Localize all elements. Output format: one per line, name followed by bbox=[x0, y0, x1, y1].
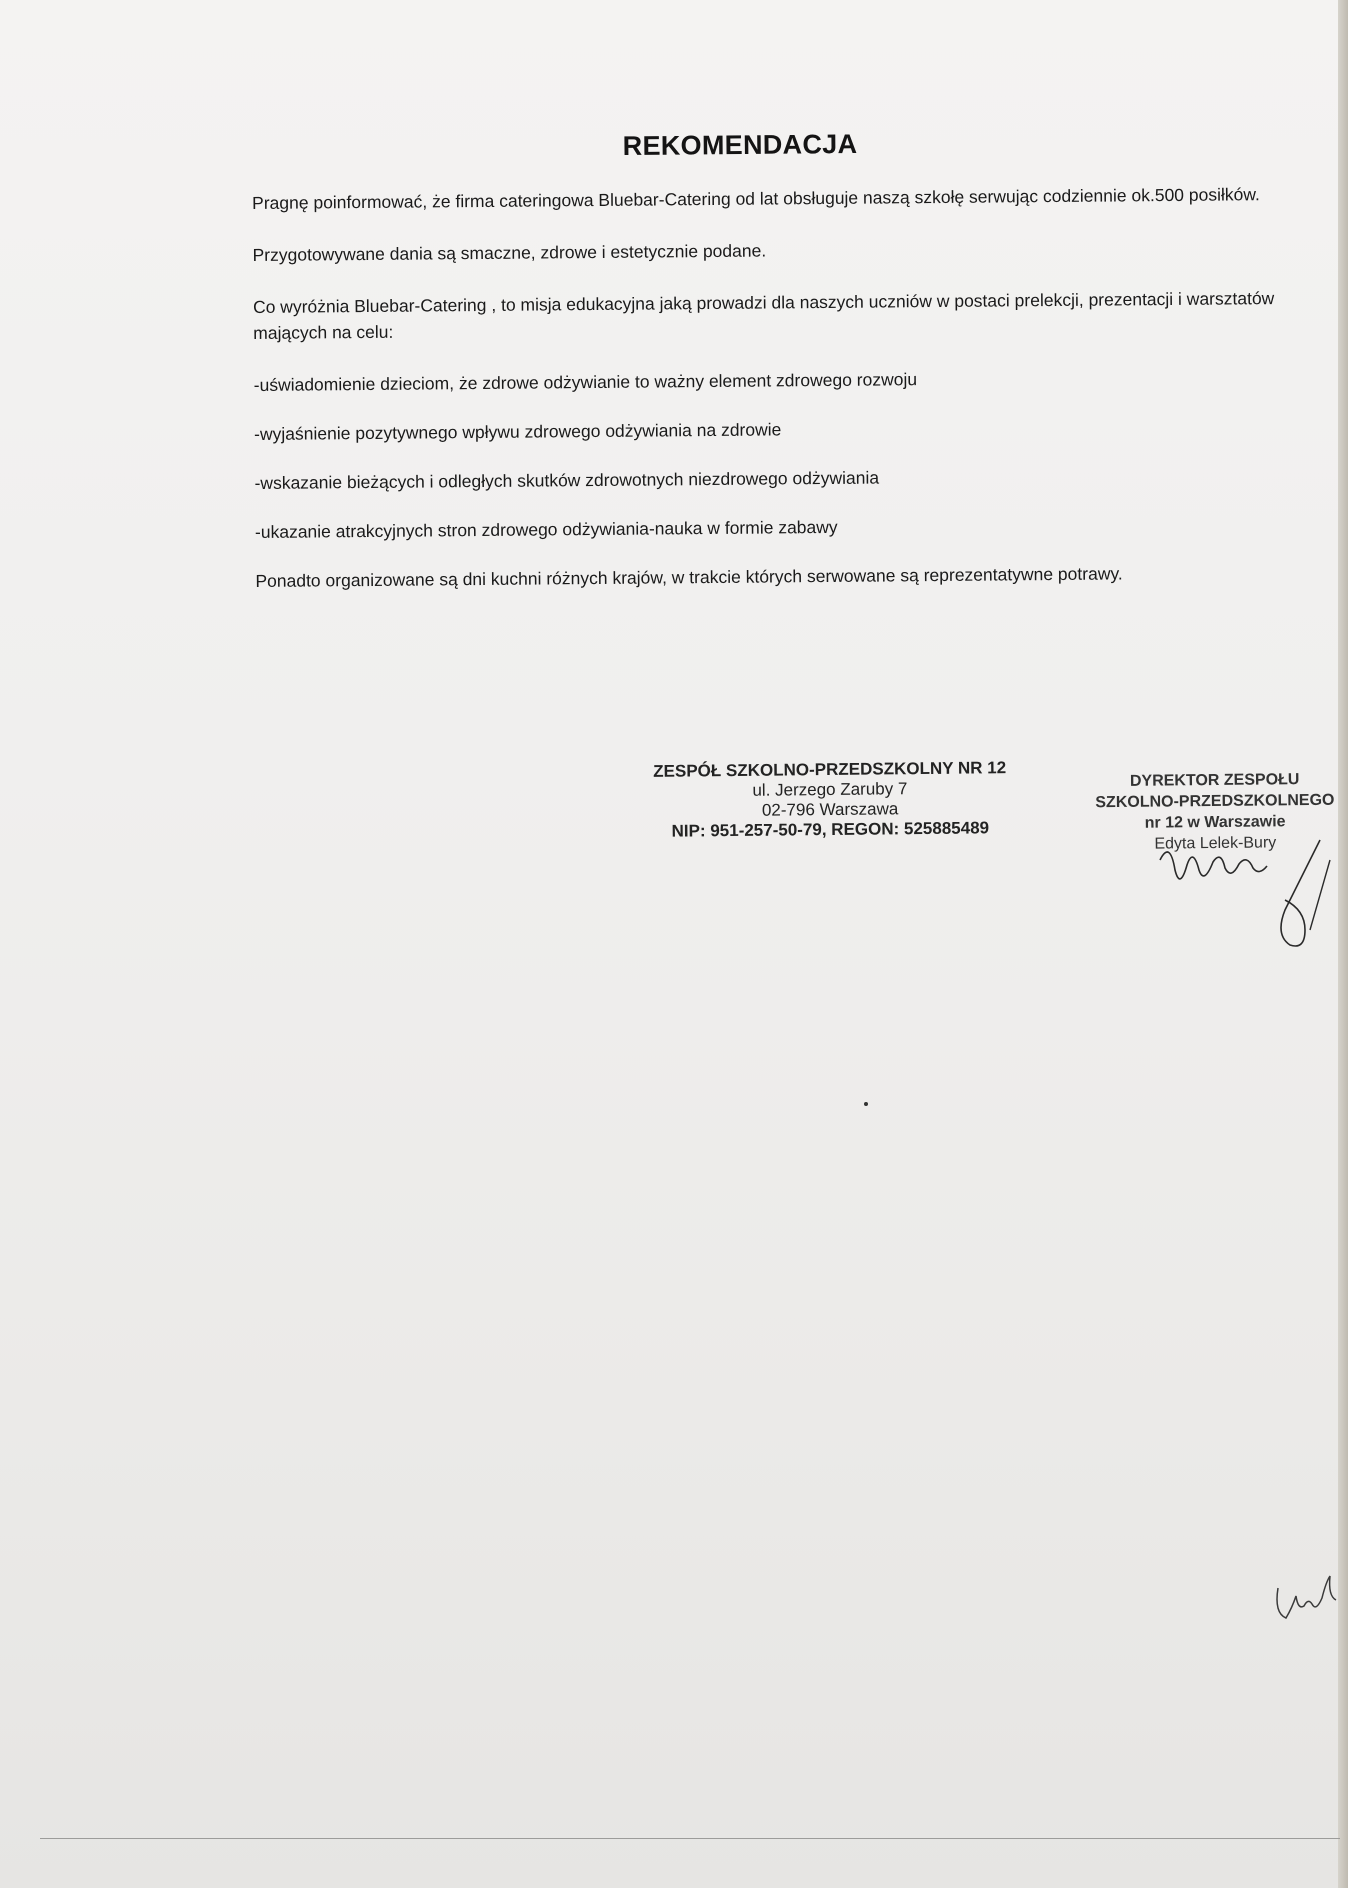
school-stamp bbox=[640, 758, 1021, 842]
director-name: Edyta Lelek-Bury bbox=[1154, 834, 1277, 853]
table-edge-line bbox=[40, 1838, 1340, 1839]
document-body bbox=[252, 181, 1316, 620]
list-item: -wskazanie bieżących i odległych skutków zdrowotnych niezdrowego odżywiania bbox=[254, 467, 880, 493]
school-street: ul. Jerzego Zaruby 7 bbox=[752, 779, 908, 800]
paragraph-closing: Ponadto organizowane są dni kuchni różnych krajów, w trakcie których serwowane są reprezentatywne potrawy. bbox=[255, 563, 1123, 591]
document-title: REKOMENDACJA bbox=[622, 128, 858, 162]
list-item: -ukazanie atrakcyjnych stron zdrowego odżywiania-nauka w formie zabawy bbox=[254, 516, 838, 542]
handwritten-initials bbox=[1270, 1570, 1340, 1630]
mission-goals-list bbox=[254, 363, 1315, 545]
school-ids: NIP: 951-257-50-79, REGON: 525885489 bbox=[671, 818, 990, 841]
director-title-line3: nr 12 w Warszawie bbox=[1144, 813, 1286, 832]
paper-speck bbox=[864, 1102, 868, 1106]
director-title-line2: SZKOLNO-PRZEDSZKOLNEGO bbox=[1095, 791, 1335, 812]
director-title-line1: DYREKTOR ZESPOŁU bbox=[1129, 771, 1300, 790]
school-name: ZESPÓŁ SZKOLNO-PRZEDSZKOLNY NR 12 bbox=[653, 758, 1007, 781]
director-signature bbox=[1140, 830, 1340, 970]
paragraph-intro: Pragnę poinformować, że firma cateringowa Bluebar-Catering od lat obsługuje naszą szkołę serwując codziennie ok.500 posiłków. bbox=[252, 184, 1260, 213]
list-item: -wyjaśnienie pozytywnego wpływu zdrowego odżywiania na zdrowie bbox=[254, 419, 782, 444]
school-city: 02-796 Warszawa bbox=[761, 799, 899, 820]
paragraph-dishes: Przygotowywane dania są smaczne, zdrowe i estetycznie podane. bbox=[252, 240, 767, 265]
list-item: -uświadomienie dzieciom, że zdrowe odżywianie to ważny element zdrowego rozwoju bbox=[253, 369, 918, 395]
paragraph-mission: Co wyróżnia Bluebar-Catering , to misja edukacyjna jaką prowadzi dla naszych uczniów w postaci prelekcji, prezentacji i warsztatów mających na celu: bbox=[252, 288, 1275, 343]
